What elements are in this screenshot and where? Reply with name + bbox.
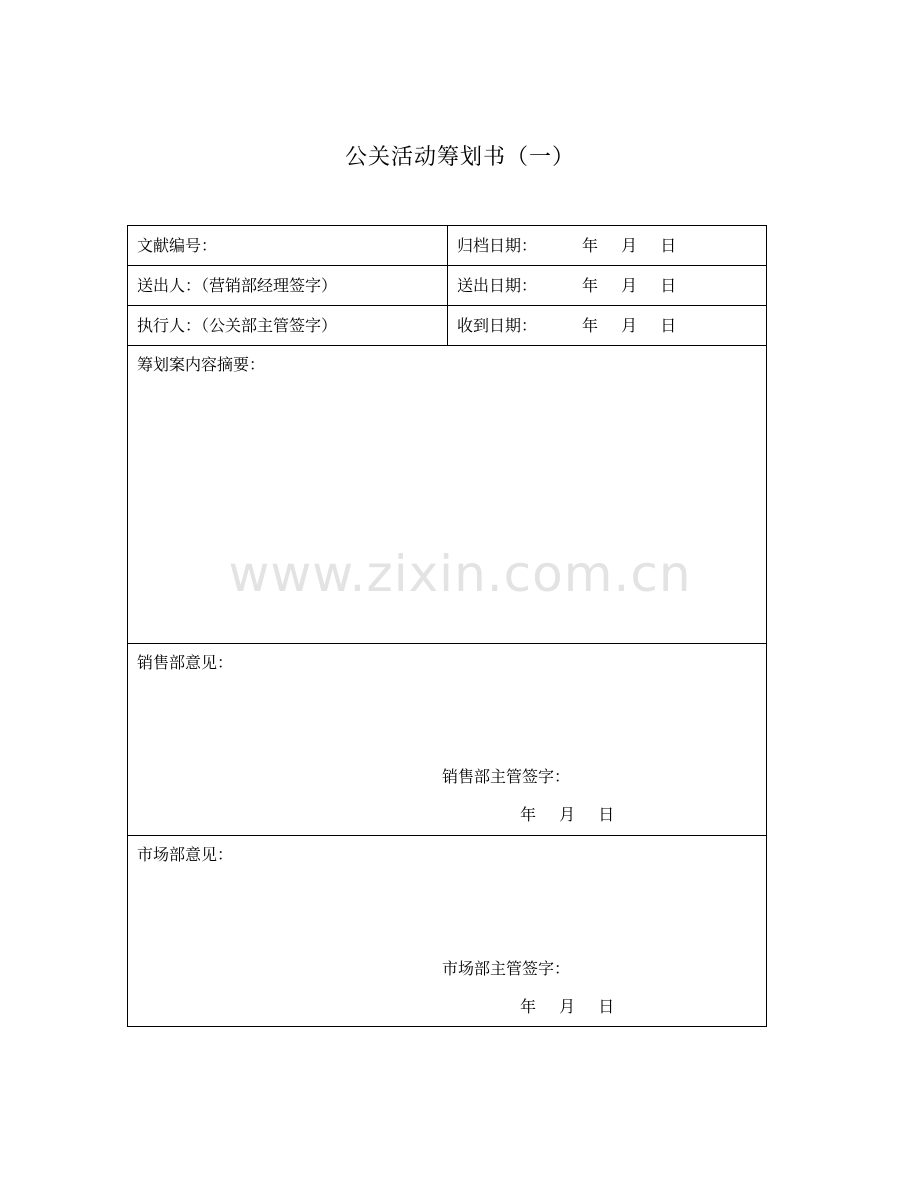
plan-summary-label: 筹划案内容摘要：	[137, 355, 266, 374]
form-row-executor	[128, 306, 766, 346]
market-sign-date	[520, 994, 632, 1017]
month-unit: 月	[621, 236, 638, 255]
year-unit: 年	[520, 805, 537, 824]
archive-date-field[interactable]	[448, 226, 766, 265]
executor-field[interactable]: 执行人：（公关部主管签字）	[128, 306, 448, 345]
sales-signature-label: 销售部主管签字：	[442, 767, 571, 786]
year-unit: 年	[582, 276, 599, 295]
receive-date-field[interactable]	[448, 306, 766, 345]
send-date-label: 送出日期：	[457, 276, 538, 295]
archive-date-value	[582, 226, 694, 265]
send-date-field[interactable]	[448, 266, 766, 305]
year-unit: 年	[520, 997, 537, 1016]
day-unit: 日	[598, 805, 615, 824]
plan-summary-section[interactable]	[128, 346, 766, 644]
day-unit: 日	[660, 316, 677, 335]
month-unit: 月	[559, 805, 576, 824]
document-title: 公关活动筹划书（一）	[344, 145, 575, 170]
market-opinion-label: 市场部意见：	[137, 845, 234, 864]
receive-date-value	[582, 306, 694, 345]
month-unit: 月	[621, 276, 638, 295]
sales-opinion-section[interactable]	[128, 644, 766, 836]
month-unit: 月	[559, 997, 576, 1016]
sales-sign-date	[520, 802, 632, 825]
market-opinion-section[interactable]	[128, 836, 766, 1026]
sender-field[interactable]: 送出人：（营销部经理签字）	[128, 266, 448, 305]
day-unit: 日	[660, 276, 677, 295]
archive-date-label: 归档日期：	[457, 236, 538, 255]
sales-opinion-label: 销售部意见：	[137, 653, 234, 672]
day-unit: 日	[660, 236, 677, 255]
form-row-doc-number	[128, 226, 766, 266]
form-row-sender	[128, 266, 766, 306]
month-unit: 月	[621, 316, 638, 335]
watermark: www.zixin.com.cn	[228, 545, 692, 603]
receive-date-label: 收到日期：	[457, 316, 538, 335]
year-unit: 年	[582, 236, 599, 255]
send-date-value	[582, 266, 694, 305]
doc-number-field[interactable]: 文献编号：	[128, 226, 448, 265]
year-unit: 年	[582, 316, 599, 335]
day-unit: 日	[598, 997, 615, 1016]
plan-form-table	[127, 225, 767, 1027]
market-signature-label: 市场部主管签字：	[442, 959, 571, 978]
